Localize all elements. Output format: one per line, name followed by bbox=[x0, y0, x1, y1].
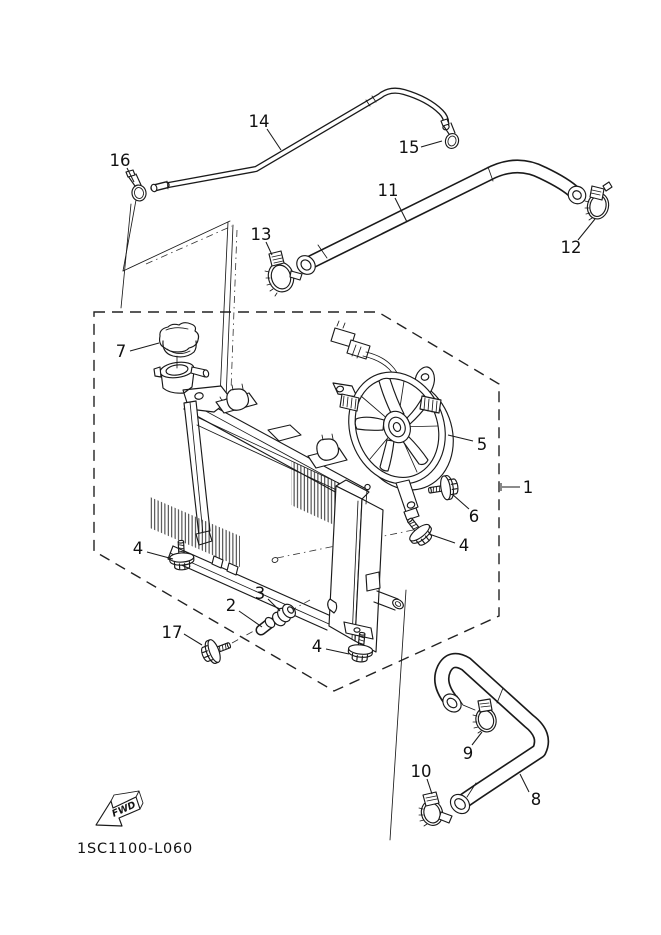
svg-text:3: 3 bbox=[254, 584, 266, 603]
radiator bbox=[150, 323, 405, 652]
svg-text:2: 2 bbox=[225, 596, 237, 615]
callout-10 bbox=[411, 762, 433, 794]
tank-pin bbox=[365, 484, 370, 489]
pipe14-left-nipple bbox=[150, 181, 168, 192]
hose-clip-b bbox=[308, 434, 347, 468]
svg-text:13: 13 bbox=[250, 225, 272, 244]
fwd-direction-arrow bbox=[96, 791, 143, 826]
svg-text:4: 4 bbox=[311, 637, 323, 656]
hose-clamp-10 bbox=[419, 792, 452, 828]
spring-clamp-16 bbox=[126, 170, 147, 202]
svg-text:12: 12 bbox=[560, 238, 582, 257]
svg-text:4: 4 bbox=[132, 539, 144, 558]
callout-4-right bbox=[429, 534, 469, 555]
svg-text:14: 14 bbox=[248, 112, 270, 131]
svg-text:6: 6 bbox=[468, 507, 480, 526]
bolt-17 bbox=[198, 634, 234, 667]
svg-text:10: 10 bbox=[410, 762, 432, 781]
radiator-core bbox=[150, 418, 345, 630]
bolt-4-right bbox=[400, 512, 437, 550]
hose-clamp-12 bbox=[585, 182, 612, 221]
callout-9 bbox=[463, 732, 482, 763]
callout-17 bbox=[162, 623, 203, 645]
callout-15 bbox=[399, 138, 443, 157]
hose-clamp-13 bbox=[265, 251, 302, 296]
spring-clamp-15 bbox=[441, 119, 460, 150]
svg-text:9: 9 bbox=[462, 744, 474, 763]
svg-text:11: 11 bbox=[377, 181, 399, 200]
callout-16 bbox=[110, 151, 135, 182]
diagram-code: 1SC1100-L060 bbox=[77, 841, 194, 857]
svg-text:1: 1 bbox=[522, 478, 534, 497]
callout-1 bbox=[501, 478, 533, 497]
svg-text:16: 16 bbox=[109, 151, 131, 170]
hose-clamp-9 bbox=[473, 699, 499, 734]
svg-text:17: 17 bbox=[161, 623, 183, 642]
callout-4-left bbox=[133, 539, 173, 559]
svg-text:7: 7 bbox=[115, 342, 127, 361]
callout-7 bbox=[116, 342, 159, 361]
svg-text:8: 8 bbox=[530, 790, 542, 809]
radiator-hose-8 bbox=[439, 660, 541, 817]
radiator-right-tank bbox=[328, 480, 405, 652]
callout-6 bbox=[452, 494, 479, 526]
callout-13 bbox=[251, 225, 273, 255]
callout-12 bbox=[561, 219, 596, 257]
radiator-hose-11 bbox=[293, 166, 589, 278]
svg-text:5: 5 bbox=[476, 435, 488, 454]
svg-text:15: 15 bbox=[398, 138, 420, 157]
callout-8 bbox=[520, 774, 541, 809]
callout-4-bottom bbox=[312, 637, 349, 656]
radiator-cap bbox=[160, 323, 199, 357]
svg-text:4: 4 bbox=[458, 536, 470, 555]
callout-14 bbox=[249, 112, 282, 150]
fwd-label: FWD bbox=[110, 799, 138, 820]
